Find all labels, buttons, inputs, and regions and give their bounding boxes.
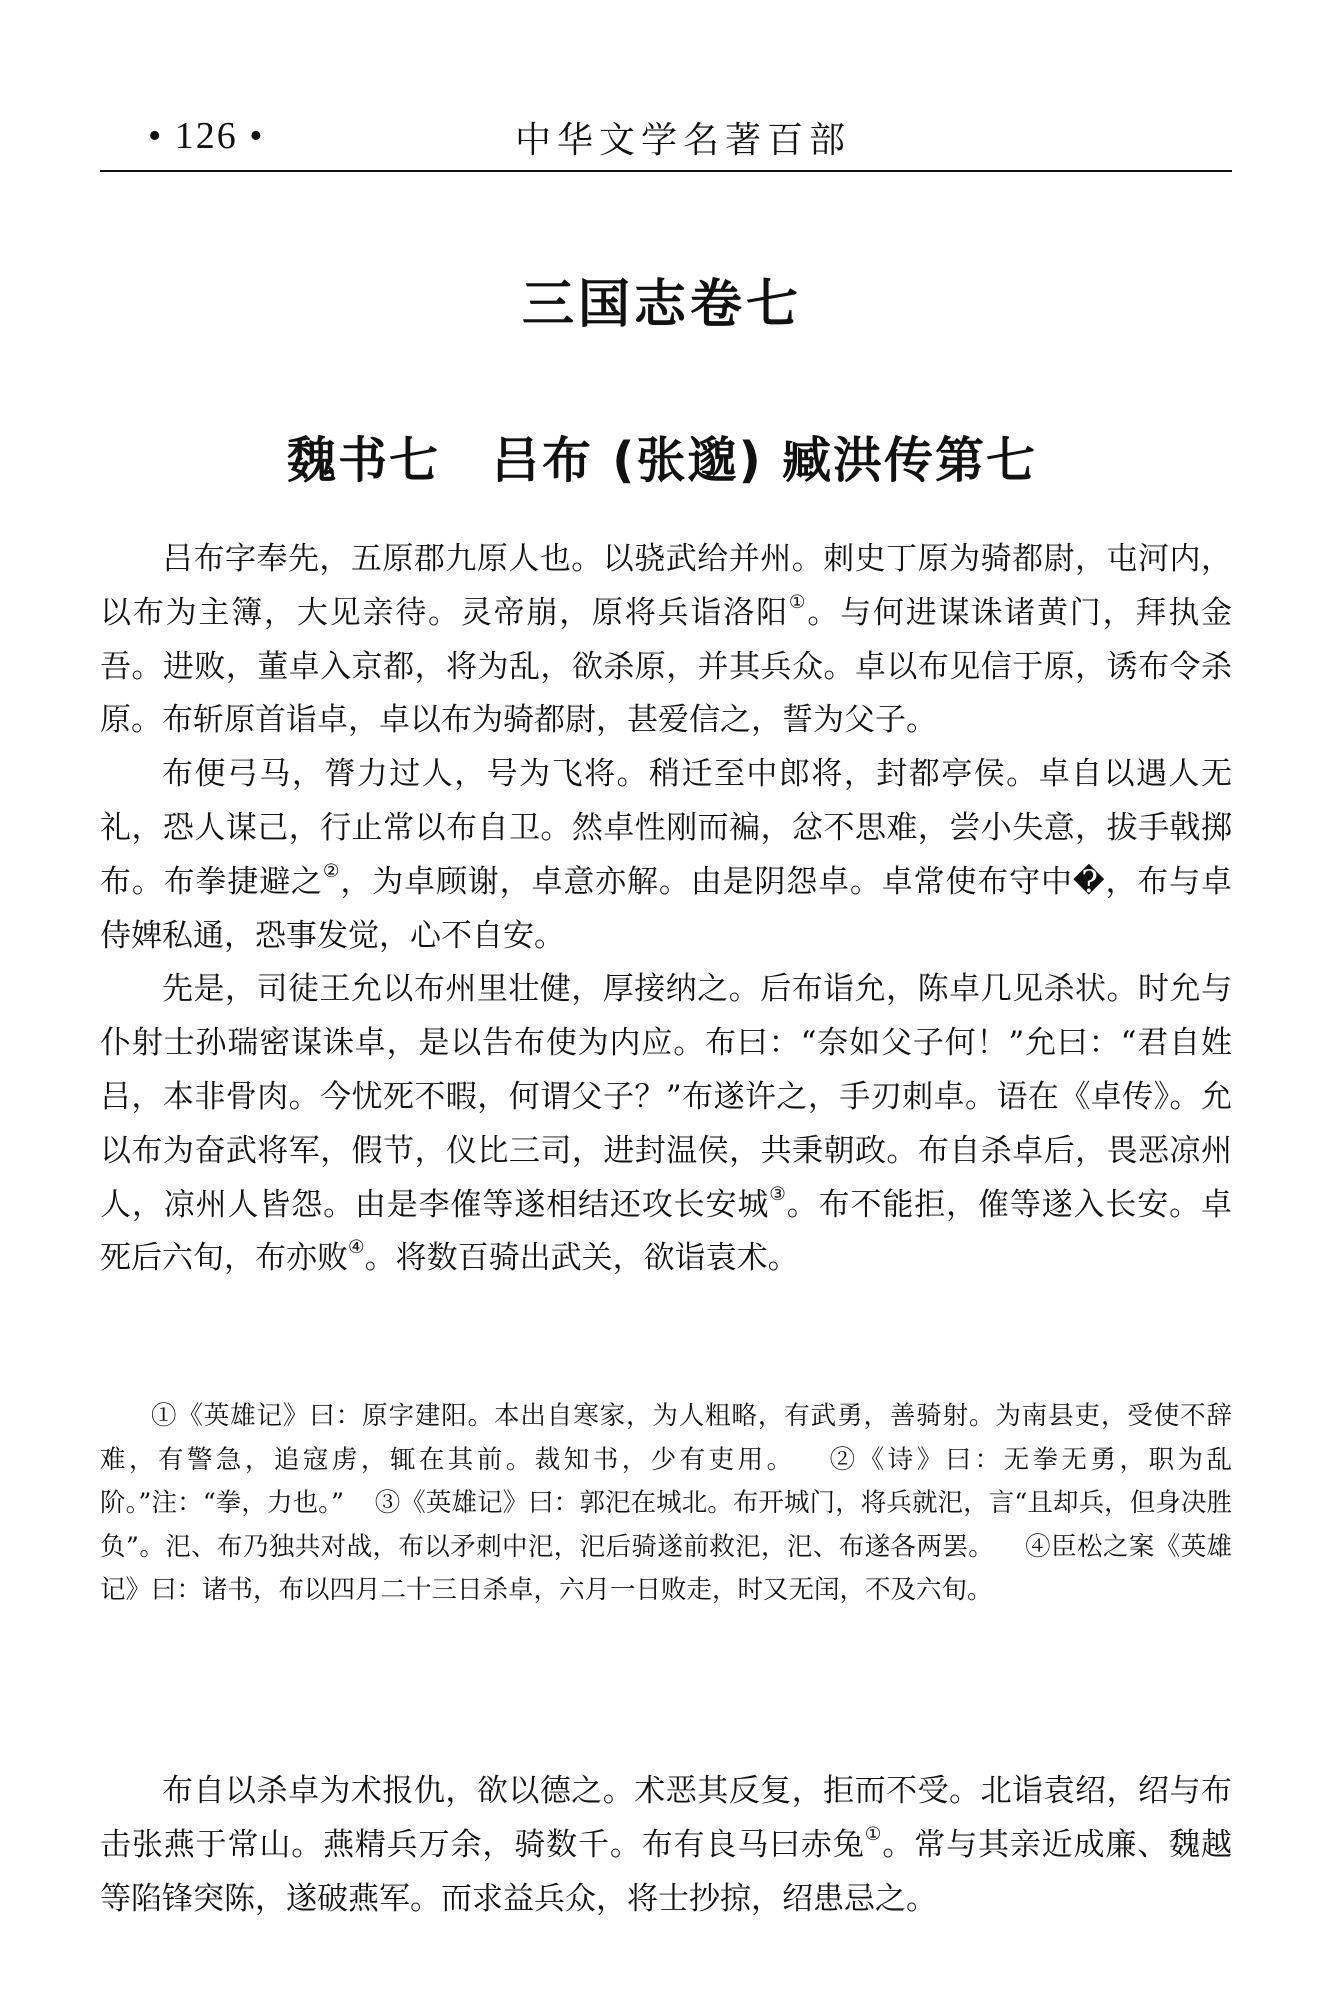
paragraph-4: 布自以杀卓为术报仇，欲以德之。术恶其反复，拒而不受。北诣袁绍，绍与布击张燕于常山。燕精兵万余，骑数千。布有良马曰赤兔①。常与其亲近成廉、魏越等陷锋突陈，遂破燕军。而求益兵众，将士抄掠，绍患忌之。: [100, 1773, 1233, 1917]
footnote-1: ①《英雄记》曰：原字建阳。本出自寒家，为人粗略，有武勇，善骑射。为南县吏，受使不辞难，有警急，追寇虏，辄在其前。裁知书，少有吏用。: [100, 1401, 1232, 1475]
chapter-title: 魏书七 吕布 (张邈) 臧洪传第七: [287, 432, 1037, 489]
note-marker-1b: ①: [864, 1823, 883, 1845]
note-marker-2: ②: [322, 860, 341, 882]
footnote-group: [100, 1395, 1232, 1613]
volume-title: 三国志卷七: [521, 275, 802, 335]
footnote-4: ④臣松之案《英雄记》曰：诸书，布以四月二十三日杀卓，六月一日败走，时又无闰，不及六旬。: [100, 1531, 1232, 1605]
main-text-upper: [100, 533, 1232, 1286]
note-marker-1: ①: [788, 591, 808, 613]
page-number: • 126 •: [148, 115, 265, 157]
paragraph-3: 先是，司徒王允以布州里壮健，厚接纳之。后布诣允，陈卓几见杀状。时允与仆射士孙瑞密谋诛卓，是以告布使为内应。布曰：“奈如父子何！”允曰：“君自姓吕，本非骨肉。今忧死不暇，何谓父子？”布遂许之，手刃刺卓。语在《卓传》。允以布为奋武将军，假节，仪比三司，进封温侯，共秉朝政。布自杀卓后，畏恶凉州人，凉州人皆怨。由是李傕等遂相结还攻长安城③。布不能拒，傕等遂入长安。卓死后六旬，布亦败④。将数百骑出武关，欲诣袁术。: [100, 971, 1233, 1277]
page-header: [100, 108, 1232, 168]
footnote-2: ②《诗》曰：无拳无勇，职为乱阶。”注：“拳，力也。”: [100, 1444, 1232, 1518]
note-marker-4: ④: [348, 1237, 365, 1259]
header-rule: [100, 170, 1232, 172]
running-head: 中华文学名著百部: [515, 120, 852, 161]
paragraph-1: 吕布字奉先，五原郡九原人也。以骁武给并州。刺史丁原为骑都尉，屯河内，以布为主簿，大见亲待。灵帝崩，原将兵诣洛阳①。与何进谋诛诸黄门，拜执金吾。进败，董卓入京都，将为乱，欲杀原，并其兵众。卓以布见信于原，诱布令杀原。布斩原首诣卓，卓以布为骑都尉，甚爱信之，誓为父子。: [100, 541, 1233, 739]
footnotes: [100, 1395, 1232, 1613]
footnote-3: ③《英雄记》曰：郭汜在城北。布开城门，将兵就汜，言“且却兵，但身决胜负”。汜、布乃独共对战，布以矛刺中汜，汜后骑遂前救汜，汜、布遂各两罢。: [100, 1488, 1232, 1562]
main-text-lower: [100, 1765, 1232, 1926]
paragraph-2: 布便弓马，膂力过人，号为飞将。稍迁至中郎将，封都亭侯。卓自以遇人无礼，恐人谋己，行止常以布自卫。然卓性刚而褊，忿不思难，尝小失意，拔手戟掷布。布拳捷避之②，为卓顾谢，卓意亦解。由是阴怨卓。卓常使布守中�，布与卓侍婢私通，恐事发觉，心不自安。: [100, 756, 1232, 954]
note-marker-3: ③: [769, 1183, 787, 1205]
